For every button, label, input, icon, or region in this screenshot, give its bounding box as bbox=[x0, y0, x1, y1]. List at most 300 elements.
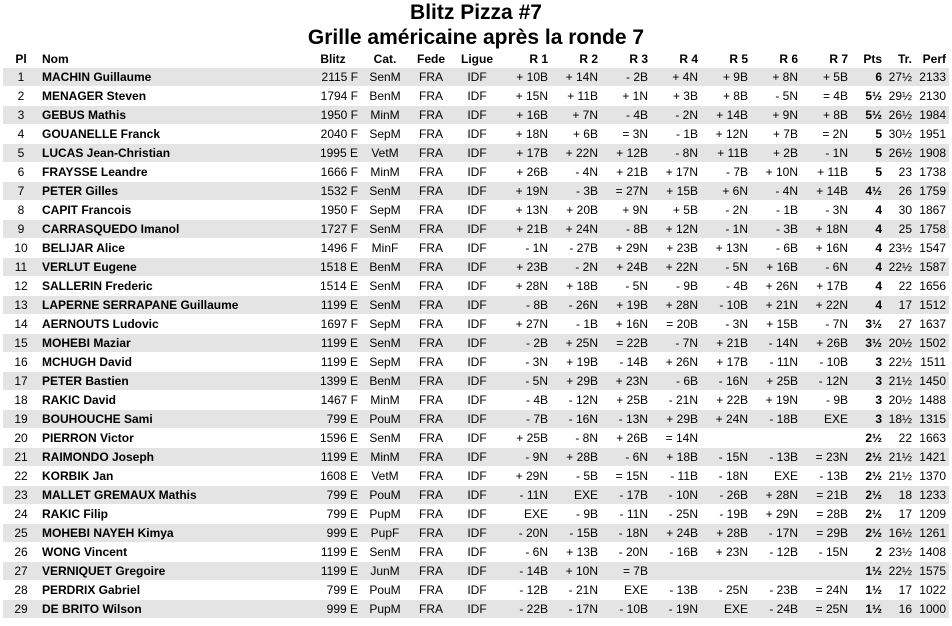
cell-federation: FRA bbox=[409, 182, 453, 201]
cell-performance: 1951 bbox=[915, 125, 949, 144]
cell-round-5: - 15N bbox=[701, 448, 751, 467]
cell-performance: 2130 bbox=[915, 87, 949, 106]
cell-federation: FRA bbox=[409, 258, 453, 277]
col-header-league: Ligue bbox=[461, 52, 493, 66]
cell-category: PupM bbox=[361, 600, 409, 619]
cell-performance: 1512 bbox=[915, 296, 949, 315]
col-header-round-7: R 7 bbox=[829, 52, 848, 66]
cell-round-2: - 3B bbox=[551, 182, 601, 201]
cell-league: IDF bbox=[453, 391, 501, 410]
table-row bbox=[3, 68, 949, 87]
table-row bbox=[3, 315, 949, 334]
cell-place: 2 bbox=[3, 87, 39, 106]
cell-league: IDF bbox=[453, 543, 501, 562]
cell-tiebreak: 20½ bbox=[885, 334, 915, 353]
cell-place: 15 bbox=[3, 334, 39, 353]
cell-round-7: = 25N bbox=[801, 600, 851, 619]
table-row bbox=[3, 296, 949, 315]
cell-place: 11 bbox=[3, 258, 39, 277]
cell-round-7: = 28B bbox=[801, 505, 851, 524]
cell-federation: FRA bbox=[409, 410, 453, 429]
cell-performance: 1408 bbox=[915, 543, 949, 562]
cell-round-6: - 3B bbox=[751, 220, 801, 239]
cell-performance: 1758 bbox=[915, 220, 949, 239]
table-row bbox=[3, 505, 949, 524]
cell-round-5: EXE bbox=[701, 600, 751, 619]
cell-category: MinM bbox=[361, 448, 409, 467]
cell-league: IDF bbox=[453, 125, 501, 144]
col-header-round-2: R 2 bbox=[579, 52, 598, 66]
cell-round-3: + 1N bbox=[601, 87, 651, 106]
cell-tiebreak: 17 bbox=[885, 296, 915, 315]
cell-points: 4 bbox=[851, 296, 885, 315]
cell-performance: 1738 bbox=[915, 163, 949, 182]
table-row bbox=[3, 353, 949, 372]
cell-player-name: VERLUT Eugene bbox=[39, 258, 305, 277]
cell-performance: 1984 bbox=[915, 106, 949, 125]
col-header-category: Cat. bbox=[373, 52, 397, 66]
col-header-round-4: R 4 bbox=[679, 52, 698, 66]
cell-rating: 1666 F bbox=[305, 163, 361, 182]
cell-round-5: - 16N bbox=[701, 372, 751, 391]
cell-round-4: - 9B bbox=[651, 277, 701, 296]
cell-federation: FRA bbox=[409, 543, 453, 562]
cell-player-name: AERNOUTS Ludovic bbox=[39, 315, 305, 334]
cell-round-3: + 21B bbox=[601, 163, 651, 182]
cell-round-6 bbox=[751, 562, 801, 581]
cell-round-3: - 5N bbox=[601, 277, 651, 296]
cell-points: 1½ bbox=[851, 562, 885, 581]
cell-federation: FRA bbox=[409, 391, 453, 410]
cell-federation: FRA bbox=[409, 372, 453, 391]
cell-round-3: + 9N bbox=[601, 201, 651, 220]
cell-round-1: - 8B bbox=[501, 296, 551, 315]
cell-category: SenM bbox=[361, 277, 409, 296]
cell-performance: 1000 bbox=[915, 600, 949, 619]
cell-round-2: - 21N bbox=[551, 581, 601, 600]
cell-federation: FRA bbox=[409, 600, 453, 619]
cell-round-5: + 9B bbox=[701, 68, 751, 87]
table-row bbox=[3, 106, 949, 125]
cell-round-5: - 4B bbox=[701, 277, 751, 296]
cell-league: IDF bbox=[453, 182, 501, 201]
cell-rating: 1794 F bbox=[305, 87, 361, 106]
cell-place: 21 bbox=[3, 448, 39, 467]
cell-points: 2½ bbox=[851, 448, 885, 467]
cell-tiebreak: 22½ bbox=[885, 562, 915, 581]
cell-place: 28 bbox=[3, 581, 39, 600]
cell-performance: 1261 bbox=[915, 524, 949, 543]
cell-points: 2½ bbox=[851, 467, 885, 486]
cell-round-7: - 10B bbox=[801, 353, 851, 372]
cell-round-1: + 18N bbox=[501, 125, 551, 144]
cell-place: 20 bbox=[3, 429, 39, 448]
cell-rating: 1199 E bbox=[305, 562, 361, 581]
cell-round-6: + 28N bbox=[751, 486, 801, 505]
cell-tiebreak: 23½ bbox=[885, 543, 915, 562]
cell-player-name: CARRASQUEDO Imanol bbox=[39, 220, 305, 239]
cell-round-5: - 10B bbox=[701, 296, 751, 315]
cell-player-name: GOUANELLE Franck bbox=[39, 125, 305, 144]
cell-round-1: + 25B bbox=[501, 429, 551, 448]
cell-federation: FRA bbox=[409, 429, 453, 448]
cell-round-1: - 20N bbox=[501, 524, 551, 543]
cell-player-name: CAPIT Francois bbox=[39, 201, 305, 220]
cell-player-name: MENAGER Steven bbox=[39, 87, 305, 106]
cell-round-2: - 5B bbox=[551, 467, 601, 486]
cell-round-3: + 16N bbox=[601, 315, 651, 334]
cell-rating: 1199 E bbox=[305, 334, 361, 353]
cell-round-4: + 18B bbox=[651, 448, 701, 467]
cell-place: 12 bbox=[3, 277, 39, 296]
cell-round-7: = 21B bbox=[801, 486, 851, 505]
cell-round-3: + 19B bbox=[601, 296, 651, 315]
cell-federation: FRA bbox=[409, 315, 453, 334]
cell-round-6: - 18B bbox=[751, 410, 801, 429]
cell-round-6: + 15B bbox=[751, 315, 801, 334]
col-header-federation: Fede bbox=[416, 52, 445, 66]
cell-performance: 1209 bbox=[915, 505, 949, 524]
cell-round-4: + 23B bbox=[651, 239, 701, 258]
cell-round-3: + 29N bbox=[601, 239, 651, 258]
cell-rating: 1697 F bbox=[305, 315, 361, 334]
cell-rating: 1950 F bbox=[305, 106, 361, 125]
col-header-points: Pts bbox=[863, 52, 882, 66]
cell-federation: FRA bbox=[409, 106, 453, 125]
cell-performance: 1663 bbox=[915, 429, 949, 448]
cell-round-6: - 11N bbox=[751, 353, 801, 372]
cell-performance: 1547 bbox=[915, 239, 949, 258]
cell-round-3: EXE bbox=[601, 581, 651, 600]
cell-round-1: + 17B bbox=[501, 144, 551, 163]
cell-league: IDF bbox=[453, 87, 501, 106]
cell-round-5: - 18N bbox=[701, 467, 751, 486]
cell-place: 6 bbox=[3, 163, 39, 182]
cell-round-4: + 29B bbox=[651, 410, 701, 429]
cell-league: IDF bbox=[453, 334, 501, 353]
cell-round-6: EXE bbox=[751, 467, 801, 486]
cell-federation: FRA bbox=[409, 353, 453, 372]
cell-rating: 1199 E bbox=[305, 296, 361, 315]
cell-player-name: PERDRIX Gabriel bbox=[39, 581, 305, 600]
col-header-round-3: R 3 bbox=[629, 52, 648, 66]
cell-round-2: + 22N bbox=[551, 144, 601, 163]
cell-rating: 999 E bbox=[305, 600, 361, 619]
cell-round-4: - 21N bbox=[651, 391, 701, 410]
cell-round-2: + 29B bbox=[551, 372, 601, 391]
cell-rating: 1608 E bbox=[305, 467, 361, 486]
cell-category: MinM bbox=[361, 106, 409, 125]
cell-tiebreak: 21½ bbox=[885, 467, 915, 486]
cell-category: SepM bbox=[361, 353, 409, 372]
cell-round-1: - 6N bbox=[501, 543, 551, 562]
table-row bbox=[3, 220, 949, 239]
table-row bbox=[3, 429, 949, 448]
cell-round-4: + 22N bbox=[651, 258, 701, 277]
cell-federation: FRA bbox=[409, 201, 453, 220]
cell-performance: 1488 bbox=[915, 391, 949, 410]
cell-rating: 1199 E bbox=[305, 353, 361, 372]
cell-round-7: - 9B bbox=[801, 391, 851, 410]
cell-round-2: - 4N bbox=[551, 163, 601, 182]
cell-federation: FRA bbox=[409, 239, 453, 258]
cell-round-3: + 25B bbox=[601, 391, 651, 410]
cell-round-4: - 11B bbox=[651, 467, 701, 486]
cell-tiebreak: 18 bbox=[885, 486, 915, 505]
cell-category: SenM bbox=[361, 543, 409, 562]
cell-category: PouM bbox=[361, 486, 409, 505]
cell-round-6: - 1B bbox=[751, 201, 801, 220]
cell-round-3: - 10B bbox=[601, 600, 651, 619]
cell-round-2: - 1B bbox=[551, 315, 601, 334]
cell-round-1: + 16B bbox=[501, 106, 551, 125]
cell-league: IDF bbox=[453, 600, 501, 619]
table-row bbox=[3, 277, 949, 296]
cell-round-2: + 18B bbox=[551, 277, 601, 296]
cell-place: 5 bbox=[3, 144, 39, 163]
table-row bbox=[3, 182, 949, 201]
cell-round-2: + 13B bbox=[551, 543, 601, 562]
cell-player-name: RAKIC David bbox=[39, 391, 305, 410]
cell-points: 3 bbox=[851, 410, 885, 429]
cell-category: VetM bbox=[361, 467, 409, 486]
col-header-round-5: R 5 bbox=[729, 52, 748, 66]
cell-round-7: = 23N bbox=[801, 448, 851, 467]
cell-category: PouM bbox=[361, 410, 409, 429]
table-row bbox=[3, 391, 949, 410]
cell-tiebreak: 23½ bbox=[885, 239, 915, 258]
cell-round-3: - 14B bbox=[601, 353, 651, 372]
cell-tiebreak: 17 bbox=[885, 505, 915, 524]
cell-federation: FRA bbox=[409, 334, 453, 353]
cell-category: PupF bbox=[361, 524, 409, 543]
cell-place: 22 bbox=[3, 467, 39, 486]
cell-round-4: + 12N bbox=[651, 220, 701, 239]
cell-round-7: + 11B bbox=[801, 163, 851, 182]
table-row bbox=[3, 524, 949, 543]
cell-points: 2½ bbox=[851, 486, 885, 505]
cell-tiebreak: 23 bbox=[885, 163, 915, 182]
cell-category: BenM bbox=[361, 372, 409, 391]
cell-place: 25 bbox=[3, 524, 39, 543]
cell-federation: FRA bbox=[409, 220, 453, 239]
cell-rating: 1518 E bbox=[305, 258, 361, 277]
cell-points: 2½ bbox=[851, 429, 885, 448]
standings-table bbox=[3, 50, 949, 619]
cell-league: IDF bbox=[453, 315, 501, 334]
cell-round-2: + 7N bbox=[551, 106, 601, 125]
table-header-row bbox=[3, 50, 949, 68]
cell-round-7: + 26B bbox=[801, 334, 851, 353]
cell-league: IDF bbox=[453, 372, 501, 391]
cell-round-2: - 17N bbox=[551, 600, 601, 619]
cell-place: 14 bbox=[3, 315, 39, 334]
cell-league: IDF bbox=[453, 258, 501, 277]
cell-round-7: + 16N bbox=[801, 239, 851, 258]
table-row bbox=[3, 562, 949, 581]
cell-round-5: + 22B bbox=[701, 391, 751, 410]
cell-place: 3 bbox=[3, 106, 39, 125]
cell-points: 4 bbox=[851, 201, 885, 220]
cell-round-7: = 2N bbox=[801, 125, 851, 144]
table-row bbox=[3, 486, 949, 505]
cell-points: 6 bbox=[851, 68, 885, 87]
cell-league: IDF bbox=[453, 220, 501, 239]
cell-round-3: - 8B bbox=[601, 220, 651, 239]
cell-round-4: - 10N bbox=[651, 486, 701, 505]
cell-points: 3 bbox=[851, 391, 885, 410]
page-subtitle: Grille américaine après la ronde 7 bbox=[307, 26, 645, 49]
cell-performance: 1656 bbox=[915, 277, 949, 296]
cell-points: 2½ bbox=[851, 505, 885, 524]
table-row bbox=[3, 581, 949, 600]
cell-round-7 bbox=[801, 562, 851, 581]
cell-category: SenM bbox=[361, 68, 409, 87]
cell-performance: 1022 bbox=[915, 581, 949, 600]
cell-round-1: + 21B bbox=[501, 220, 551, 239]
cell-place: 13 bbox=[3, 296, 39, 315]
cell-performance: 1450 bbox=[915, 372, 949, 391]
cell-round-5: + 24N bbox=[701, 410, 751, 429]
cell-round-2: - 12N bbox=[551, 391, 601, 410]
cell-tiebreak: 26½ bbox=[885, 106, 915, 125]
cell-performance: 2133 bbox=[915, 68, 949, 87]
cell-player-name: PETER Gilles bbox=[39, 182, 305, 201]
cell-round-3: = 3N bbox=[601, 125, 651, 144]
cell-place: 18 bbox=[3, 391, 39, 410]
cell-round-3: - 20N bbox=[601, 543, 651, 562]
cell-rating: 1199 E bbox=[305, 543, 361, 562]
cell-federation: FRA bbox=[409, 448, 453, 467]
cell-league: IDF bbox=[453, 106, 501, 125]
cell-round-4: + 5B bbox=[651, 201, 701, 220]
cell-player-name: KORBIK Jan bbox=[39, 467, 305, 486]
cell-points: 3 bbox=[851, 372, 885, 391]
col-header-tiebreak: Tr. bbox=[897, 52, 912, 66]
cell-round-1: + 13N bbox=[501, 201, 551, 220]
cell-league: IDF bbox=[453, 68, 501, 87]
cell-round-6: + 21N bbox=[751, 296, 801, 315]
cell-player-name: PIERRON Victor bbox=[39, 429, 305, 448]
cell-round-2: + 24N bbox=[551, 220, 601, 239]
cell-rating: 799 E bbox=[305, 410, 361, 429]
cell-rating: 1496 F bbox=[305, 239, 361, 258]
cell-round-4: + 17N bbox=[651, 163, 701, 182]
cell-round-7: + 14B bbox=[801, 182, 851, 201]
cell-round-5 bbox=[701, 429, 751, 448]
cell-federation: FRA bbox=[409, 163, 453, 182]
cell-round-1: + 27N bbox=[501, 315, 551, 334]
cell-round-5: - 25N bbox=[701, 581, 751, 600]
cell-performance: 1233 bbox=[915, 486, 949, 505]
cell-round-2: - 26N bbox=[551, 296, 601, 315]
cell-tiebreak: 29½ bbox=[885, 87, 915, 106]
cell-round-1: + 15N bbox=[501, 87, 551, 106]
cell-round-1: - 12B bbox=[501, 581, 551, 600]
cell-player-name: MCHUGH David bbox=[39, 353, 305, 372]
cell-category: PouM bbox=[361, 581, 409, 600]
cell-round-5: - 19B bbox=[701, 505, 751, 524]
cell-round-7: + 22N bbox=[801, 296, 851, 315]
cell-points: 4 bbox=[851, 239, 885, 258]
cell-rating: 799 E bbox=[305, 581, 361, 600]
cell-tiebreak: 27 bbox=[885, 315, 915, 334]
cell-player-name: MOHEBI Maziar bbox=[39, 334, 305, 353]
cell-round-6: + 2B bbox=[751, 144, 801, 163]
cell-round-4: - 16B bbox=[651, 543, 701, 562]
cell-round-4: + 26N bbox=[651, 353, 701, 372]
cell-round-7: EXE bbox=[801, 410, 851, 429]
cell-round-7: = 4B bbox=[801, 87, 851, 106]
cell-round-2: + 19B bbox=[551, 353, 601, 372]
table-row bbox=[3, 543, 949, 562]
cell-performance: 1908 bbox=[915, 144, 949, 163]
table-row bbox=[3, 239, 949, 258]
cell-round-1: + 28N bbox=[501, 277, 551, 296]
cell-league: IDF bbox=[453, 277, 501, 296]
cell-category: SenM bbox=[361, 220, 409, 239]
cell-player-name: VERNIQUET Gregoire bbox=[39, 562, 305, 581]
cell-round-1: - 9N bbox=[501, 448, 551, 467]
cell-round-2: EXE bbox=[551, 486, 601, 505]
cell-round-1: - 5N bbox=[501, 372, 551, 391]
cell-tiebreak: 17 bbox=[885, 581, 915, 600]
cell-round-1: - 14B bbox=[501, 562, 551, 581]
cell-round-6: + 26N bbox=[751, 277, 801, 296]
cell-points: 5 bbox=[851, 144, 885, 163]
cell-round-4: - 7N bbox=[651, 334, 701, 353]
cell-round-5: + 8B bbox=[701, 87, 751, 106]
cell-league: IDF bbox=[453, 239, 501, 258]
cell-rating: 1514 E bbox=[305, 277, 361, 296]
cell-round-6: + 7B bbox=[751, 125, 801, 144]
cell-league: IDF bbox=[453, 410, 501, 429]
cell-category: BenM bbox=[361, 87, 409, 106]
cell-round-7: - 15N bbox=[801, 543, 851, 562]
cell-points: 5 bbox=[851, 125, 885, 144]
cell-tiebreak: 16 bbox=[885, 600, 915, 619]
cell-category: SepM bbox=[361, 125, 409, 144]
cell-round-5: + 17B bbox=[701, 353, 751, 372]
cell-round-5: + 11B bbox=[701, 144, 751, 163]
cell-place: 19 bbox=[3, 410, 39, 429]
cell-player-name: MACHIN Guillaume bbox=[39, 68, 305, 87]
table-row bbox=[3, 163, 949, 182]
cell-category: JunM bbox=[361, 562, 409, 581]
cell-round-2: + 25N bbox=[551, 334, 601, 353]
cell-round-3: + 26B bbox=[601, 429, 651, 448]
cell-round-7: + 8B bbox=[801, 106, 851, 125]
cell-league: IDF bbox=[453, 163, 501, 182]
cell-tiebreak: 25 bbox=[885, 220, 915, 239]
cell-round-6: + 19N bbox=[751, 391, 801, 410]
cell-place: 17 bbox=[3, 372, 39, 391]
table-row bbox=[3, 334, 949, 353]
cell-federation: FRA bbox=[409, 524, 453, 543]
cell-category: SenM bbox=[361, 429, 409, 448]
cell-round-7: - 3N bbox=[801, 201, 851, 220]
table-row bbox=[3, 600, 949, 619]
cell-round-2: + 10N bbox=[551, 562, 601, 581]
cell-player-name: MOHEBI NAYEH Kimya bbox=[39, 524, 305, 543]
cell-place: 7 bbox=[3, 182, 39, 201]
cell-place: 27 bbox=[3, 562, 39, 581]
cell-performance: 1637 bbox=[915, 315, 949, 334]
cell-round-3: - 17B bbox=[601, 486, 651, 505]
cell-place: 29 bbox=[3, 600, 39, 619]
cell-round-5 bbox=[701, 562, 751, 581]
cell-tiebreak: 22 bbox=[885, 429, 915, 448]
